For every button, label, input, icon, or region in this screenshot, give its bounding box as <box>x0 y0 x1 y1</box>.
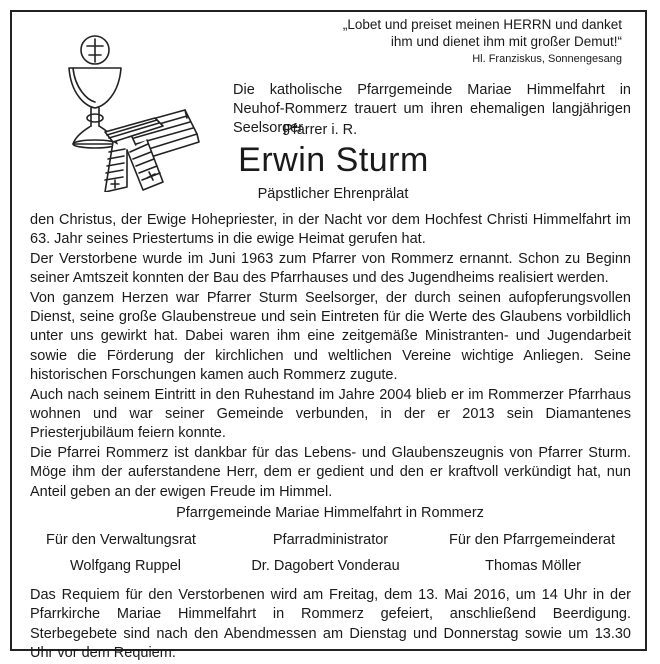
intro-text: Die katholische Pfarrgemeinde Mariae Himmelfahrt in Neuhof-Rommerz trauert um ihren ehemaligen langjährigen Seelsorger <box>233 82 631 136</box>
signatories <box>30 527 631 579</box>
paragraph: Von ganzem Herzen war Pfarrer Sturm Seelsorger, der durch seinen aufopferungsvollen Dienst, seine große Glaubenstreue und sein Eintreten für die Werte des Glaubens vorbildlich unter uns gewirkt hat. Dabei waren ihm eine zeitgemäße Ministranten- und Jugendarbeit sowie die Förderung der kirchlichen und weltlichen Vereine wichtige Anliegen. Seine historischen Forschungen kamen auch Rommerz zugute. <box>30 289 631 384</box>
clerical-rank: Pfarrer i. R. <box>283 122 358 138</box>
role-pfarradministrator: Pfarradministrator <box>272 532 389 548</box>
quote-source: Hl. Franziskus, Sonnengesang <box>472 53 622 65</box>
requiem-notice: Das Requiem für den Verstorbenen wird am Freitag, dem 13. Mai 2016, um 14 Uhr in der Pfarrkirche Mariae Himmelfahrt in Rommerz gefeiert, anschließend Beerdigung. Sterbegebete sind nach den Abendmessen am Dienstag und Donnerstag sowie um 13.30 Uhr vor dem Requiem. <box>30 587 631 662</box>
paragraph: Die Pfarrei Rommerz ist dankbar für das Lebens- und Glaubenszeugnis von Pfarrer Sturm. Möge ihm der auferstandene Herr, dem er gedient und den er kraftvoll verkündigt hat, nun Anteil geben an der ewigen Freude im Himmel. <box>30 444 631 500</box>
quote-line-2: ihm und dienet ihm mit großer Demut!“ <box>390 34 622 49</box>
paragraph: Auch nach seinem Eintritt in den Ruhestand im Jahre 2004 blieb er im Rommerzer Pfarrhaus wohnen und war seiner Gemeinde verbunden, in der er 2013 sein Diamantenes Priesterjubiläum feiern konnte. <box>30 386 631 442</box>
obituary-body <box>30 211 631 502</box>
quote-line-1: „Lobet und preiset meinen HERRN und danket <box>342 17 622 32</box>
paragraph: den Christus, der Ewige Hohepriester, in der Nacht vor dem Hochfest Christi Himmelfahrt im 63. Jahr seines Priestertums in die ewige Heimat gerufen hat. <box>30 212 631 248</box>
paragraph: Der Verstorbene wurde im Juni 1963 zum Pfarrer von Rommerz ernannt. Schon zu Beginn seiner Amtszeit konnten der Bau des Pfarrhauses und des Jugendheims realisiert werden. <box>30 250 631 287</box>
signatory-roles <box>30 527 631 553</box>
deceased-name: Erwin Sturm <box>238 141 429 179</box>
signatory-names <box>30 553 631 579</box>
role-verwaltungsrat: Für den Verwaltungsrat <box>46 532 196 548</box>
role-pfarrgemeinderat: Für den Pfarrgemeinderat <box>448 532 616 548</box>
parish-signature: Pfarrgemeinde Mariae Himmelfahrt in Rommerz <box>176 505 484 521</box>
bible-quote <box>322 16 622 67</box>
honorary-title: Päpstlicher Ehrenprälat <box>257 186 409 202</box>
name-moeller: Thomas Möller <box>485 558 581 574</box>
name-ruppel: Wolfgang Ruppel <box>70 558 181 574</box>
name-vonderau: Dr. Dagobert Vonderau <box>251 558 400 574</box>
